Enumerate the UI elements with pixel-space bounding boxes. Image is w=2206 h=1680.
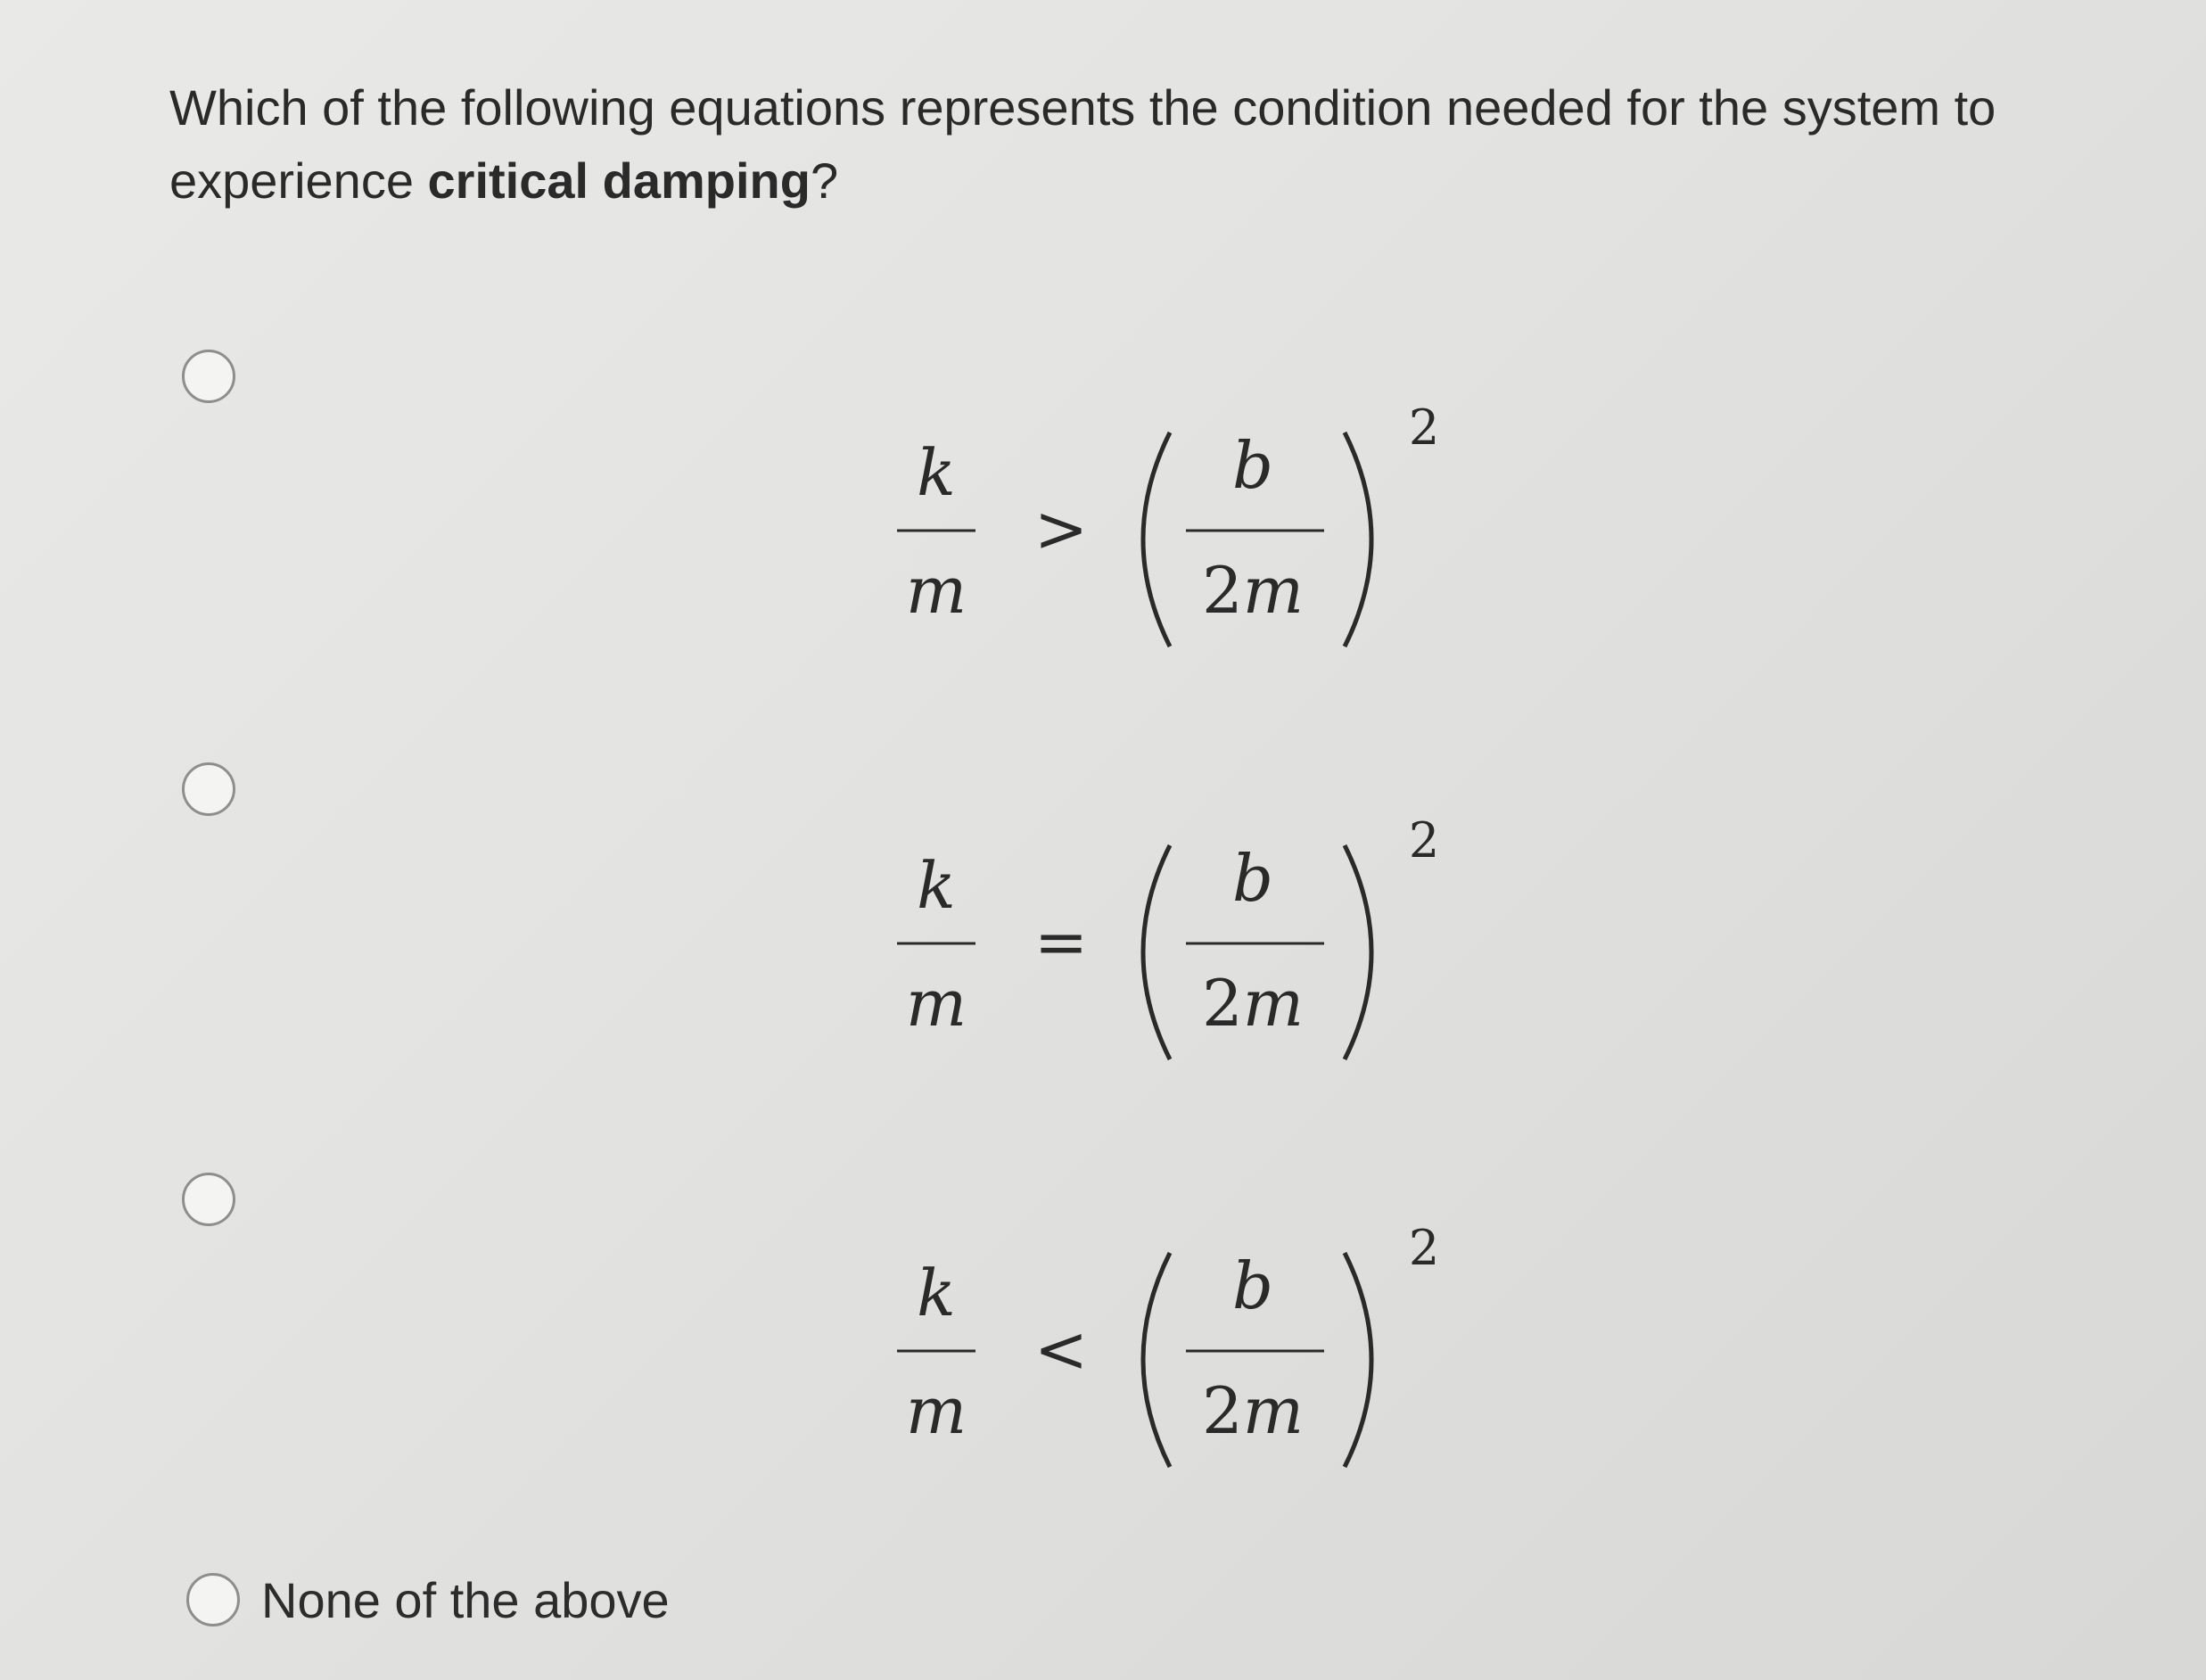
option-3-equation[interactable] bbox=[883, 1213, 1507, 1480]
option-1-radio[interactable] bbox=[182, 350, 235, 403]
rhs-numerator: b bbox=[1231, 841, 1274, 916]
rhs-denominator: 2m bbox=[1201, 553, 1305, 628]
question-text: Which of the following equations represents the condition needed for the system to experience critical damping? bbox=[169, 79, 1996, 209]
rhs-numerator: b bbox=[1231, 1248, 1274, 1323]
lhs-denominator: m bbox=[905, 1373, 967, 1448]
lhs-denominator: m bbox=[905, 966, 967, 1041]
exponent: 2 bbox=[1408, 399, 1440, 456]
relation-symbol: < bbox=[1033, 1312, 1089, 1387]
right-paren bbox=[1345, 432, 1371, 646]
option-2-radio[interactable] bbox=[182, 762, 235, 816]
question-emphasis: critical damping bbox=[427, 152, 811, 209]
relation-symbol: = bbox=[1033, 904, 1089, 979]
rhs-denominator: 2m bbox=[1201, 1373, 1305, 1448]
exponent: 2 bbox=[1408, 1220, 1440, 1276]
rhs-numerator: b bbox=[1231, 428, 1274, 503]
lhs-numerator: k bbox=[917, 1256, 956, 1330]
option-4-label[interactable]: None of the above bbox=[261, 1572, 670, 1628]
exponent: 2 bbox=[1408, 812, 1440, 869]
lhs-numerator: k bbox=[917, 848, 956, 923]
rhs-denominator: 2m bbox=[1201, 966, 1305, 1041]
lhs-denominator: m bbox=[905, 553, 967, 628]
lhs-numerator: k bbox=[917, 435, 956, 510]
option-3-radio[interactable] bbox=[182, 1173, 235, 1226]
right-paren bbox=[1345, 1253, 1371, 1467]
left-paren bbox=[1143, 432, 1170, 646]
left-paren bbox=[1143, 845, 1170, 1059]
relation-symbol: > bbox=[1033, 491, 1089, 566]
option-1-equation[interactable] bbox=[883, 392, 1507, 660]
option-4-radio[interactable] bbox=[186, 1573, 240, 1626]
option-2-equation[interactable] bbox=[883, 805, 1507, 1073]
right-paren bbox=[1345, 845, 1371, 1059]
left-paren bbox=[1143, 1253, 1170, 1467]
